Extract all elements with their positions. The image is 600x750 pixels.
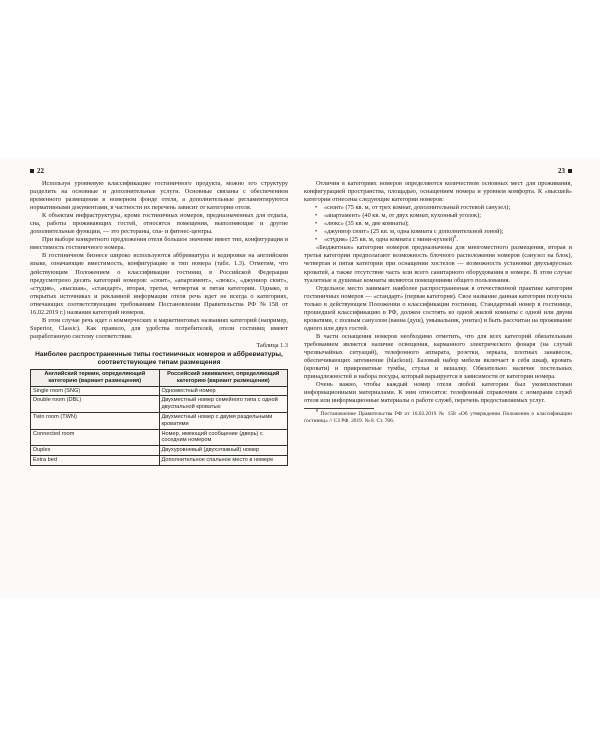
table-row — [31, 446, 288, 456]
paragraph: При выборе конкретного предложения отеля большое значение имеет тип, конфигурация и вместимость гостиничного номера. — [30, 236, 288, 252]
room-types-table — [30, 369, 288, 466]
footnote-number: 8 — [316, 408, 319, 414]
list-item-text: «студия» (25 кв. м, одна комната с мини-кухней) — [324, 236, 455, 244]
left-page-body — [30, 180, 288, 466]
table-cell: Двухместный номер с двумя раздельными кроватями — [159, 412, 288, 429]
list-item: • «студия» (25 кв. м, одна комната с мини-кухней)$^8$. — [304, 236, 572, 244]
footnote — [304, 408, 572, 425]
list-item: • «джуниор сюит» (25 кв. м, одна комната с дополнительной зоной); — [304, 228, 572, 236]
table-cell: Extra bed — [31, 455, 160, 465]
table-title: Наиболее распространенные типы гостиничных номеров и аббревиатуры, соответствующие типам размещения — [35, 350, 283, 366]
right-page — [304, 167, 572, 595]
paragraph: В гостиничном бизнесе широко используются аббревиатура и кодировки на английском языке, означающие вместимость, конфигурацию и тип номера (табл. 1.3). Отметим, что действующим Положением о классификации гостиниц в Российской Федерации предусмотрено десять категорий номеров: «сюит», «апартамент», «люкс», «джуниор сюит», «студия», «высшая», «стандарт», вторая, третья, четвертая и пятая категории. Однако, в открытых источниках и рекламной информации отеля речь идет не всегда о категориях, отвечающих соответствующим требованиям Постановления Правительства РФ №158 от 16.02.2019 г.) названия категорий номеров. — [30, 252, 288, 316]
table-cell: Двухуровневый (двухэтажный) номер — [159, 446, 288, 456]
table-cell: Duplex — [31, 446, 160, 456]
table-row — [31, 396, 288, 413]
room-category-list — [304, 204, 572, 244]
table-row — [31, 455, 288, 465]
table-header-row — [31, 369, 288, 386]
paragraph: В этом случае речь идет о коммерческих и маркетинговых названиях категорий (например, Superior, Classic). Как правило, для удобства потребителей, отели гостиниц имеют разработанную систему соответствия. — [30, 316, 288, 340]
table-cell: Connected room — [31, 429, 160, 446]
footnote-text: Постановление Правительства РФ от 16.02.2019 № 158 «Об утверждении Положения о классификации гостиниц» // СЗ РФ. 2019. № 8. Ст. 786. — [304, 411, 572, 425]
paragraph: Очень важно, чтобы каждый номер отеля любой категории был укомплектован информационными материалами. К ним относятся: телефонный справочник с номерами служб отеля или информационные материалы о работе служб, перечень предоставляемых услуг. — [304, 381, 572, 405]
table-row — [31, 386, 288, 396]
footnote-divider — [304, 408, 374, 409]
paragraph: К объектам инфраструктуры, кроме гостиничных номеров, предназначенных для отдыха, сна, работы проживающих гостей, относятся помещения, выполняющие и другие дополнительные функции, — это рестораны, спа- и фитнес-центры. — [30, 212, 288, 236]
page-marker-right — [568, 169, 572, 173]
right-page-body — [304, 180, 572, 425]
table-header-cell: Английский термин, определяющий категорию (вариант размещения) — [31, 369, 160, 386]
page-number-left: 22 — [37, 167, 44, 175]
list-item: • «апартамент» (40 кв. м, от двух комнат, кухонный уголок); — [304, 212, 572, 220]
table-cell: Single room (SNG) — [31, 386, 160, 396]
table-caption: Таблица 1.3 — [256, 341, 288, 349]
table-header-cell: Российский эквивалент, определяющий категорию (вариант размещения) — [159, 369, 288, 386]
paragraph: Отличия в категориях номеров определяются количеством основных мест для проживания, конфигурацией пространства, площадью, оснащением номера и уровнем комфорта. К «высшей» категории отнесены следующие категории номеров: — [304, 180, 572, 204]
footnote-reference: 8 — [454, 234, 457, 240]
table-cell: Дополнительное спальное место в номере — [159, 455, 288, 465]
paragraph: В части оснащения номеров необходимо отметить, что для всех категорий обязательным требованием является наличие освещения, карманного электрического фонаря (на случай чрезвычайных ситуаций), телефонного аппарата, розетки, зеркала, плотных занавесок, обеспечивающих затемнение (blackout). Базовый набор мебели включает в себя шкаф, кровать (кровати) и прикроватные тумбы, стулья и вешалку. Обязательно наличие постельных принадлежностей и набора посуды, который варьируется в зависимости от категории номера. — [304, 332, 572, 381]
page-marker-left — [30, 169, 34, 173]
table-cell: Номер, имеющий сообщение (дверь) с соседним номером — [159, 429, 288, 446]
table-row — [31, 412, 288, 429]
paragraph: Используя уровневую классификацию гостиничного продукта, можно его структуру разделить на основные и дополнительные услуги. Основные связаны с обеспечением временного размещения в номерном фонде отеля, а дополнительные регламентируются нормативными документами, в частности их перечень зависит от категории отеля. — [30, 180, 288, 212]
list-item: • «люкс» (35 кв. м, две комнаты); — [304, 220, 572, 228]
table-row — [31, 429, 288, 446]
table-cell: Одноместный номер — [159, 386, 288, 396]
left-page — [30, 167, 288, 595]
table-cell: Двухместный номер семейного типа с одной двуспальной кроватью — [159, 396, 288, 413]
table-cell: Twin room (TWN) — [31, 412, 160, 429]
list-item: • «сюит» (75 кв. м, от трех комнат, дополнительный гостевой санузел); — [304, 204, 572, 212]
paragraph: «Бюджетные» категории номеров предназначены для многоместного размещения, вторая и третья категории предполагают возможность блочного расположения номеров (санузел на блок), четвертая и пятая категории при оснащении хостелов — возможность установки двухъярусных кроватей, а также отсутствие часть или всего санитарного оборудования в номере. В этом случае туалетные и душевые комнаты являются помещениями общего пользования. — [304, 244, 572, 284]
paragraph: Отдельное место занимает наиболее распространенная в отечественной практике категория гостиничных номеров — «стандарт» (первая категория). Свое название данная категория получила только в действующем Положении о классификации гостиниц. Стандартный номер в гостинице, прошедшей классификацию в РФ, должен состоять из одной жилой комнаты с одной или двумя кроватями, с полным санузлом (ванна (душ), умывальник, унитаз) и быть рассчитан на проживание одного или двух гостей. — [304, 284, 572, 332]
page-number-right: 23 — [558, 167, 565, 175]
table-cell: Double room (DBL) — [31, 396, 160, 413]
